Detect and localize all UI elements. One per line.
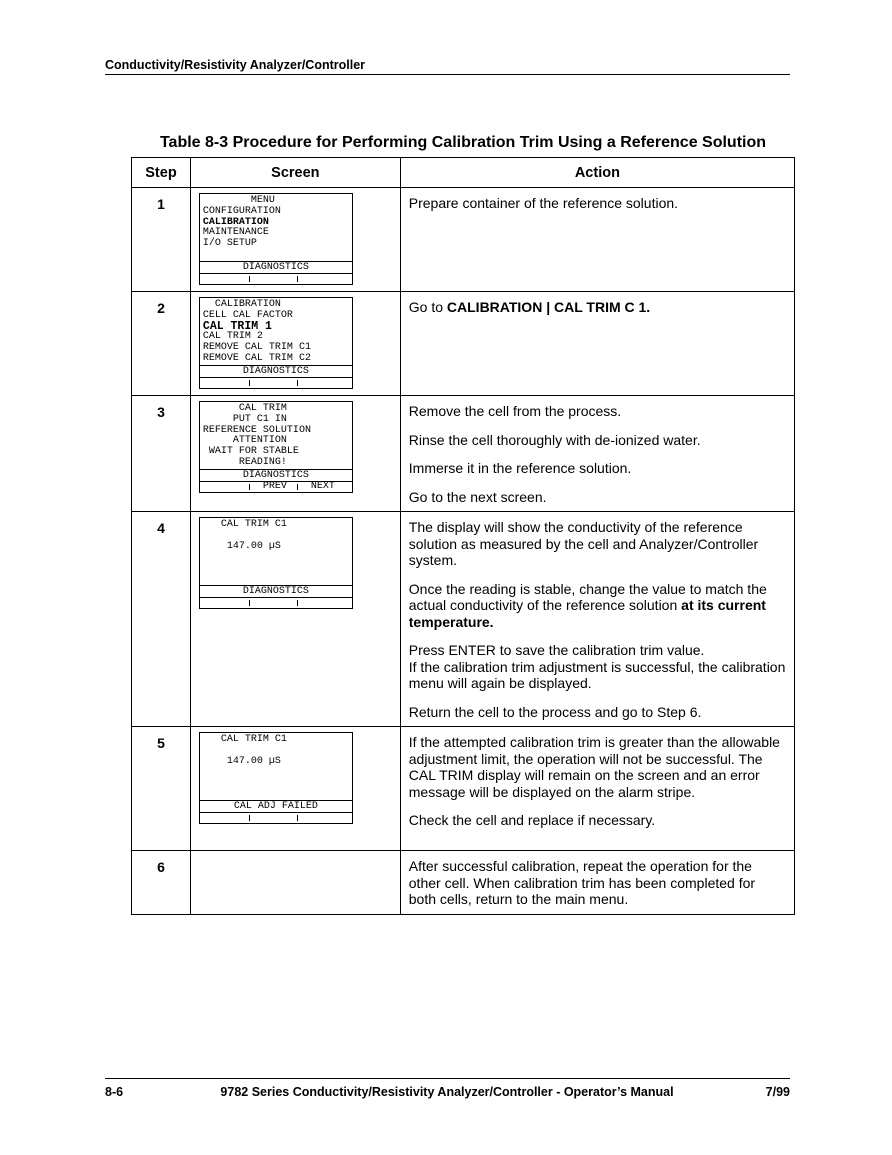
manual-title: 9782 Series Conductivity/Resistivity Analyzer/Controller - Operator’s Manual — [220, 1085, 674, 1099]
lcd-softkeys — [200, 273, 352, 284]
lcd-line: CAL TRIM C1 — [202, 519, 287, 530]
screen-cell — [190, 512, 400, 727]
lcd-alarm-stripe: DIAGNOSTICS — [200, 261, 352, 273]
procedure-table — [131, 157, 795, 915]
column-header-step: Step — [132, 158, 191, 188]
lcd-screen — [199, 732, 353, 824]
lcd-line-selected: CALIBRATION — [202, 216, 269, 228]
softkey-divider — [297, 380, 298, 386]
table-row — [132, 727, 795, 851]
action-line: Press ENTER to save the calibration trim value. — [408, 642, 705, 658]
lcd-line: I/O SETUP — [202, 238, 257, 250]
lcd-line — [203, 746, 349, 757]
lcd-line: CAL TRIM C1 — [202, 734, 287, 745]
lcd-line: CELL CAL FACTOR — [202, 309, 293, 321]
lcd-line: CAL TRIM 2 — [202, 331, 263, 343]
action-cell — [400, 851, 794, 915]
column-header-action: Action — [400, 158, 794, 188]
softkey-divider — [297, 600, 298, 606]
action-line: If the calibration trim adjustment is successful, the calibration menu will again be displayed. — [408, 658, 786, 691]
step-number: 5 — [132, 727, 191, 851]
step-number: 2 — [132, 292, 191, 396]
table-row — [132, 292, 795, 396]
page-number: 8-6 — [105, 1085, 124, 1099]
table-row — [132, 512, 795, 727]
softkey-divider — [249, 600, 250, 606]
lcd-softkeys — [200, 812, 352, 823]
action-text — [409, 581, 786, 631]
revision-date: 7/99 — [765, 1085, 790, 1099]
action-emphasis: at its current temperature. — [408, 597, 766, 630]
lcd-softkeys — [200, 597, 352, 608]
lcd-alarm-stripe: CAL ADJ FAILED — [200, 800, 352, 812]
action-cell — [400, 727, 794, 851]
softkey-next: NEXT — [310, 481, 335, 492]
lcd-alarm-stripe: DIAGNOSTICS — [200, 469, 352, 481]
table-row — [132, 396, 795, 512]
action-text: Return the cell to the process and go to Step 6. — [408, 703, 702, 720]
action-text: Remove the cell from the process. — [408, 403, 622, 419]
action-menu-path: CALIBRATION | CAL TRIM C 1. — [446, 299, 651, 315]
lcd-line-selected: CAL TRIM 1 — [202, 319, 272, 333]
action-text: Go to the next screen. — [408, 488, 547, 505]
lcd-line: CAL TRIM — [202, 403, 287, 414]
table-header-row — [132, 158, 795, 188]
lcd-line: PUT C1 IN — [202, 413, 287, 425]
lcd-line: WAIT FOR STABLE — [202, 446, 299, 458]
lcd-screen — [199, 517, 353, 609]
step-number: 4 — [132, 512, 191, 727]
action-text — [409, 642, 786, 692]
column-header-screen: Screen — [190, 158, 400, 188]
action-cell — [400, 188, 794, 292]
page-header: Conductivity/Resistivity Analyzer/Controller — [105, 58, 790, 75]
lcd-softkeys — [200, 377, 352, 388]
action-text: If the attempted calibration trim is greater than the allowable adjustment limit, the operation will not be successful. The CAL TRIM display will remain on the screen and an error message will be displayed on the alarm stripe. — [408, 734, 780, 800]
screen-cell — [190, 851, 400, 915]
action-cell — [400, 292, 794, 396]
step-number: 3 — [132, 396, 191, 512]
action-text: Check the cell and replace if necessary. — [408, 812, 656, 828]
action-cell — [400, 512, 794, 727]
screen-cell — [190, 396, 400, 512]
lcd-line: REFERENCE SOLUTION — [202, 424, 311, 436]
action-text: Prepare container of the reference solution. — [408, 195, 679, 211]
lcd-line: ATTENTION — [202, 435, 287, 447]
screen-cell — [190, 727, 400, 851]
lcd-line: CALIBRATION — [202, 299, 281, 310]
lcd-line: MENU — [202, 195, 275, 206]
lcd-alarm-stripe: DIAGNOSTICS — [200, 365, 352, 377]
page-footer — [105, 1078, 790, 1099]
lcd-line: READING! — [202, 456, 287, 468]
action-text-prefix: Go to — [408, 299, 447, 315]
step-number: 6 — [132, 851, 191, 915]
step-number: 1 — [132, 188, 191, 292]
action-text — [409, 299, 786, 316]
lcd-softkeys — [200, 481, 352, 492]
action-text: After successful calibration, repeat the operation for the other cell. When calibration trim has been completed for both cells, return to the main menu. — [408, 858, 756, 907]
screen-cell — [190, 292, 400, 396]
action-cell — [400, 396, 794, 512]
softkey-prev: PREV — [262, 481, 287, 492]
action-text: Rinse the cell thoroughly with de-ionized water. — [408, 431, 701, 448]
softkey-divider — [297, 276, 298, 282]
softkey-divider — [249, 815, 250, 821]
lcd-line: REMOVE CAL TRIM C2 — [202, 352, 311, 364]
lcd-line: CONFIGURATION — [202, 205, 281, 217]
lcd-line — [203, 531, 349, 542]
lcd-screen — [199, 401, 353, 493]
table-row — [132, 851, 795, 915]
lcd-reading: 147.00 µS — [202, 540, 281, 552]
action-text: The display will show the conductivity of the reference solution as measured by the cell and Analyzer/Controller system. — [408, 519, 759, 568]
softkey-divider — [249, 276, 250, 282]
lcd-reading: 147.00 µS — [202, 755, 281, 767]
table-row — [132, 188, 795, 292]
action-text: Immerse it in the reference solution. — [408, 460, 632, 476]
lcd-alarm-stripe: DIAGNOSTICS — [200, 585, 352, 597]
lcd-screen — [199, 193, 353, 285]
screen-cell — [190, 188, 400, 292]
softkey-divider — [249, 380, 250, 386]
table-caption: Table 8-3 Procedure for Performing Calibration Trim Using a Reference Solution — [159, 134, 767, 151]
lcd-line: REMOVE CAL TRIM C1 — [202, 342, 311, 354]
lcd-line: MAINTENANCE — [202, 227, 269, 239]
action-text-prefix: Once the reading is stable, change the value to match the actual conductivity of the reference solution — [408, 580, 767, 613]
softkey-divider — [297, 815, 298, 821]
lcd-screen — [199, 297, 353, 389]
